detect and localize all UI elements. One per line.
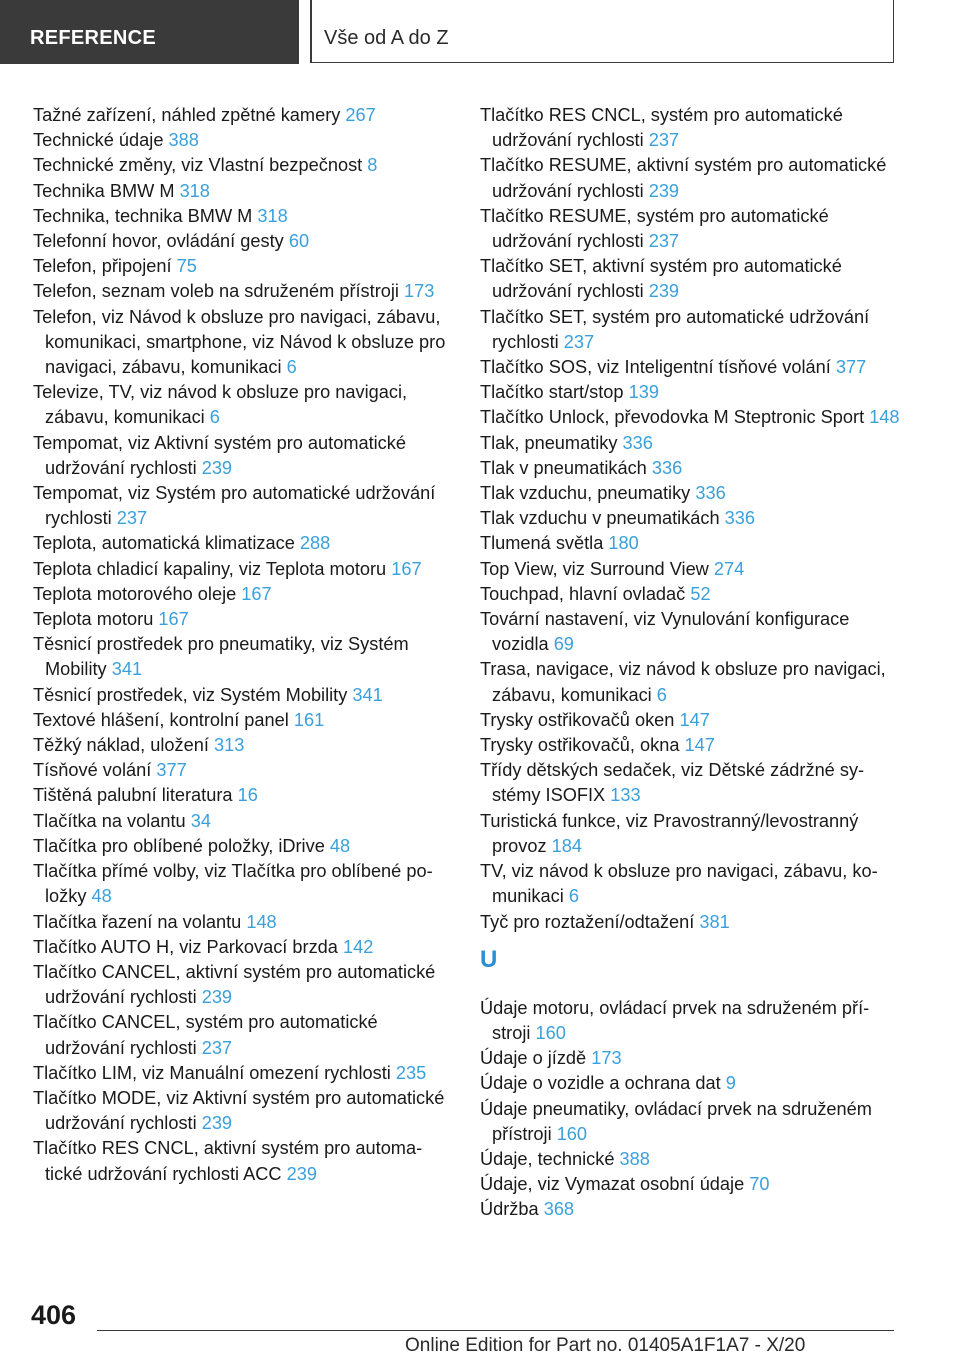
page-reference-link[interactable]: 239: [286, 1163, 317, 1184]
index-entry-text: Technické údaje: [33, 130, 164, 151]
index-entry-text: Technika BMW M: [33, 180, 175, 201]
index-entry: [480, 582, 900, 607]
index-entry-text: Telefonní hovor, ovládání gesty: [33, 231, 284, 252]
page-reference-link[interactable]: 377: [156, 760, 187, 781]
index-entry-text: Tlačítko AUTO H, viz Parkovací brzda: [33, 936, 338, 957]
page-number: 406: [31, 1300, 77, 1330]
header-section-tab: [0, 0, 299, 64]
page-reference-link[interactable]: 239: [648, 180, 680, 201]
index-entry-text: Tlačítka na volantu: [33, 810, 186, 831]
index-entry: [33, 809, 453, 834]
page-reference-link[interactable]: 180: [608, 533, 639, 554]
index-entry: [33, 103, 453, 128]
index-entry-text: Tlačítko RESUME, systém pro automatické udržování rychlosti: [480, 205, 829, 252]
index-entry: [480, 506, 900, 531]
page-reference-link[interactable]: 139: [628, 382, 659, 403]
index-entry-text: Tlak vzduchu, pneumatiky: [480, 483, 691, 504]
index-entry-text: Teplota motoru: [33, 609, 154, 630]
index-entry-text: Tovární nastavení, viz Vynulování konfigurace vozidla: [480, 609, 850, 655]
page-reference-link[interactable]: 6: [286, 357, 297, 378]
index-entry-text: Těsnicí prostředek, viz Systém Mobility: [33, 684, 348, 705]
page-reference-link[interactable]: 6: [656, 684, 667, 705]
index-entry: [480, 733, 900, 758]
index-entry: [480, 1071, 900, 1096]
index-entry: [480, 431, 900, 456]
page-reference-link[interactable]: 48: [91, 886, 112, 907]
index-entry-text: Tlačítko CANCEL, aktivní systém pro automatické udržování rychlosti: [33, 961, 436, 1008]
index-entry: [33, 531, 453, 556]
index-entries-u: [480, 996, 900, 1223]
index-entry-text: Tlačítko LIM, viz Manuální omezení rychlosti: [33, 1062, 391, 1083]
index-entry: [33, 607, 453, 632]
footer-rule: [97, 1330, 894, 1331]
index-entry-text: Údaje, viz Vymazat osobní údaje: [480, 1174, 745, 1195]
index-entry-text: Trasa, navigace, viz návod k obsluze pro navigaci, zábavu, komunikaci: [480, 659, 886, 705]
index-entry: [33, 1061, 453, 1086]
page-reference-link[interactable]: 235: [395, 1062, 427, 1083]
index-entry-text: Turistická funkce, viz Pravostranný/levostranný provoz: [480, 810, 859, 856]
index-entry: [480, 481, 900, 506]
page-reference-link[interactable]: 288: [299, 533, 331, 554]
index-entry: [480, 996, 900, 1046]
page-reference-link[interactable]: 267: [345, 105, 376, 125]
page-reference-link[interactable]: 147: [684, 735, 715, 756]
index-entry: [33, 204, 453, 229]
page-reference-link[interactable]: 368: [543, 1199, 575, 1220]
index-entry-text: Tlačítko RES CNCL, systém pro automatické udržování rychlosti: [480, 105, 843, 151]
index-entry: [480, 708, 900, 733]
index-entry: [480, 657, 900, 707]
index-entry-text: Tlačítko start/stop: [480, 382, 624, 403]
header-section-label: REFERENCE: [30, 27, 157, 49]
page-reference-link[interactable]: 173: [591, 1048, 622, 1069]
index-entry-text: Teplota chladicí kapaliny, viz Teplota motoru: [33, 558, 387, 579]
index-entry: [33, 1010, 453, 1060]
index-entry-text: Údaje, technické: [480, 1148, 615, 1169]
index-entry-text: Televize, TV, viz návod k obsluze pro navigaci, zábavu, komunikaci: [33, 382, 408, 428]
index-entry-text: Tempomat, viz Aktivní systém pro automatické udržování rychlosti: [33, 432, 406, 478]
index-entry: [33, 733, 453, 758]
index-entry-text: Tlačítka pro oblíbené položky, iDrive: [33, 835, 325, 856]
index-entry: [33, 859, 453, 909]
page-reference-link[interactable]: 167: [391, 558, 422, 579]
page-reference-link[interactable]: 341: [111, 659, 143, 680]
page-reference-link[interactable]: 160: [556, 1123, 588, 1144]
index-entry: [33, 305, 453, 381]
page-reference-link[interactable]: 239: [201, 457, 233, 478]
index-entry-text: TV, viz návod k obsluze pro navigaci, zábavu, komunikaci: [480, 861, 878, 907]
index-entry-text: Telefon, viz Návod k obsluze pro navigaci, zábavu, komunikaci, smartphone, viz Návod k obsluze pro navigaci, zábavu, komunikaci: [33, 306, 446, 378]
page-reference-link[interactable]: 133: [610, 785, 641, 806]
index-entry-text: Tažné zařízení, náhled zpětné kamery: [33, 105, 341, 125]
page-reference-link[interactable]: 336: [622, 432, 653, 453]
index-entry: [33, 380, 453, 430]
page-reference-link[interactable]: 70: [749, 1174, 770, 1195]
index-entry-text: Tísňové volání: [33, 760, 152, 781]
page-reference-link[interactable]: 237: [201, 1037, 233, 1058]
index-entry: [33, 179, 453, 204]
index-entry-text: Těsnicí prostředek pro pneumatiky, viz Systém Mobility: [33, 634, 409, 680]
index-entry-text: Tempomat, viz Systém pro automatické udržování rychlosti: [33, 483, 436, 529]
index-entry-text: Údržba: [480, 1199, 539, 1220]
index-entry: [33, 153, 453, 178]
index-entry: [33, 708, 453, 733]
page-reference-link[interactable]: 167: [241, 583, 272, 604]
page-reference-link[interactable]: 148: [869, 407, 900, 428]
index-entry-text: Údaje o vozidle a ochrana dat: [480, 1073, 721, 1094]
page-reference-link[interactable]: 160: [535, 1022, 566, 1043]
index-entry: [33, 1136, 453, 1186]
index-entry-text: Tyč pro roztažení/odtažení: [480, 911, 695, 932]
header-title: Vše od A do Z: [324, 27, 449, 49]
index-entry: [33, 758, 453, 783]
index-entry: [480, 557, 900, 582]
page-reference-link[interactable]: 388: [619, 1148, 650, 1169]
index-entry: [33, 683, 453, 708]
page-reference-link[interactable]: 237: [648, 231, 680, 252]
page-reference-link[interactable]: 341: [352, 684, 383, 705]
index-entry: [33, 935, 453, 960]
index-entry: [480, 758, 900, 808]
section-letter-u: U: [480, 945, 498, 973]
index-entry: [33, 557, 453, 582]
index-entry-text: Tlačítka přímé volby, viz Tlačítka pro oblíbené položky: [33, 861, 433, 907]
page-reference-link[interactable]: 239: [201, 1113, 233, 1134]
page-reference-link[interactable]: 336: [651, 457, 683, 478]
page-reference-link[interactable]: 9: [725, 1073, 736, 1094]
index-entry: [480, 1097, 900, 1147]
index-entry: [33, 481, 453, 531]
index-entry-text: Údaje pneumatiky, ovládací prvek na sdruženém přístroji: [480, 1098, 872, 1144]
page-reference-link[interactable]: 388: [168, 130, 199, 151]
index-column-left: [33, 103, 453, 1187]
index-entry-text: Tlačítko SET, systém pro automatické udržování rychlosti: [480, 306, 870, 352]
index-entry-text: Tlačítko MODE, viz Aktivní systém pro automatické udržování rychlosti: [33, 1087, 445, 1134]
index-entry-text: Touchpad, hlavní ovladač: [480, 583, 686, 604]
page-reference-link[interactable]: 148: [246, 911, 277, 932]
index-column-right: [480, 103, 900, 1223]
page-reference-link[interactable]: 173: [404, 281, 435, 302]
page-reference-link[interactable]: 69: [553, 634, 574, 655]
index-entry-text: Tištěná palubní literatura: [33, 785, 233, 806]
index-entry: [33, 279, 453, 304]
index-entry: [33, 834, 453, 859]
page-reference-link[interactable]: 336: [724, 508, 756, 529]
index-entry: [480, 103, 900, 153]
index-entry-text: Tlačítko RESUME, aktivní systém pro automatické udržování rychlosti: [480, 155, 887, 201]
index-entry: [480, 607, 900, 657]
index-entry-text: Telefon, seznam voleb na sdruženém přístroji: [33, 281, 399, 302]
index-entry-text: Technické změny, viz Vlastní bezpečnost: [33, 155, 363, 176]
page-reference-link[interactable]: 8: [367, 155, 378, 176]
index-entry-text: Tlak vzduchu v pneumatikách: [480, 508, 720, 529]
page-reference-link[interactable]: 274: [713, 558, 745, 579]
index-entry: [480, 859, 900, 909]
page-reference-link[interactable]: 34: [190, 810, 211, 831]
index-entry-text: Tlumená světla: [480, 533, 604, 554]
page-reference-link[interactable]: 313: [213, 735, 245, 756]
index-entry-text: Teplota motorového oleje: [33, 583, 237, 604]
index-entry-text: Top View, viz Surround View: [480, 558, 709, 579]
index-entry: [480, 1172, 900, 1197]
index-entry-text: Tlačítko RES CNCL, aktivní systém pro automatické udržování rychlosti ACC: [33, 1138, 423, 1184]
index-entry: [480, 809, 900, 859]
index-entry-text: Technika, technika BMW M: [33, 205, 253, 226]
page-reference-link[interactable]: 237: [116, 508, 148, 529]
index-entry-text: Tlačítko SET, aktivní systém pro automatické udržování rychlosti: [480, 256, 842, 302]
page-reference-link[interactable]: 161: [293, 709, 325, 730]
index-entry-text: Trysky ostřikovačů, okna: [480, 735, 680, 756]
page-reference-link[interactable]: 52: [690, 583, 711, 604]
index-entry: [480, 531, 900, 556]
index-entry-text: Tlak v pneumatikách: [480, 457, 647, 478]
index-entry-text: Teplota, automatická klimatizace: [33, 533, 295, 554]
index-entry: [33, 431, 453, 481]
page-reference-link[interactable]: 318: [257, 205, 288, 226]
index-entry: [480, 1046, 900, 1071]
index-entry: [33, 128, 453, 153]
page-reference-link[interactable]: 184: [551, 835, 583, 856]
index-entry: [33, 254, 453, 279]
index-entry: [480, 1147, 900, 1172]
index-entry: [33, 582, 453, 607]
page-reference-link[interactable]: 336: [695, 483, 726, 504]
index-entry-text: Tlačítka řazení na volantu: [33, 911, 242, 932]
index-entry: [480, 153, 900, 203]
header-title-box: [310, 0, 894, 63]
index-entry: [33, 632, 453, 682]
page-reference-link[interactable]: 318: [179, 180, 210, 201]
index-entry-text: Tlačítko Unlock, převodovka M Steptronic Sport: [480, 407, 865, 428]
index-entry: [33, 910, 453, 935]
index-entry-text: Tlačítko SOS, viz Inteligentní tísňové volání: [480, 357, 831, 378]
index-entry-text: Textové hlášení, kontrolní panel: [33, 709, 289, 730]
page-reference-link[interactable]: 6: [568, 886, 579, 907]
index-entry-text: Třídy dětských sedaček, viz Dětské zádržné systémy ISOFIX: [480, 760, 865, 806]
page-reference-link[interactable]: 16: [237, 785, 258, 806]
index-entry: [33, 1086, 453, 1136]
page-reference-link[interactable]: 60: [288, 231, 310, 252]
page-reference-link[interactable]: 237: [648, 130, 680, 151]
page-reference-link[interactable]: 237: [563, 331, 595, 352]
index-entry-text: Údaje o jízdě: [480, 1048, 587, 1069]
section-gap: [480, 977, 900, 996]
page-reference-link[interactable]: 147: [679, 709, 710, 730]
index-entries-t-continued: [480, 103, 900, 935]
index-entry: [33, 229, 453, 254]
page-reference-link[interactable]: 239: [648, 281, 680, 302]
page-reference-link[interactable]: 167: [158, 609, 189, 630]
index-entry: [480, 405, 900, 430]
index-entry: [480, 355, 900, 380]
index-entry: [480, 380, 900, 405]
page-reference-link[interactable]: 377: [835, 357, 867, 378]
index-entry: [480, 204, 900, 254]
index-entry: [480, 305, 900, 355]
index-entry-text: Trysky ostřikovačů oken: [480, 709, 675, 730]
index-entry-text: Údaje motoru, ovládací prvek na sdruženém přístroji: [480, 997, 870, 1043]
index-entry-text: Tlačítko CANCEL, systém pro automatické udržování rychlosti: [33, 1012, 378, 1058]
page-reference-link[interactable]: 6: [209, 407, 220, 428]
page-reference-link[interactable]: 48: [329, 835, 351, 856]
index-entry: [33, 783, 453, 808]
page-reference-link[interactable]: 142: [342, 936, 374, 957]
index-entry-text: Těžký náklad, uložení: [33, 735, 209, 756]
page-reference-link[interactable]: 75: [176, 256, 197, 277]
index-entry: [480, 1197, 900, 1222]
index-entry: [480, 456, 900, 481]
index-entry-text: Telefon, připojení: [33, 256, 172, 277]
index-entry: [480, 254, 900, 304]
index-entry-text: Tlak, pneumatiky: [480, 432, 618, 453]
page-reference-link[interactable]: 381: [699, 911, 730, 932]
index-entry: [33, 960, 453, 1010]
footer-edition: Online Edition for Part no. 01405A1F1A7 - X/20: [405, 1335, 806, 1356]
page-reference-link[interactable]: 239: [201, 987, 233, 1008]
index-entry: [480, 910, 900, 935]
